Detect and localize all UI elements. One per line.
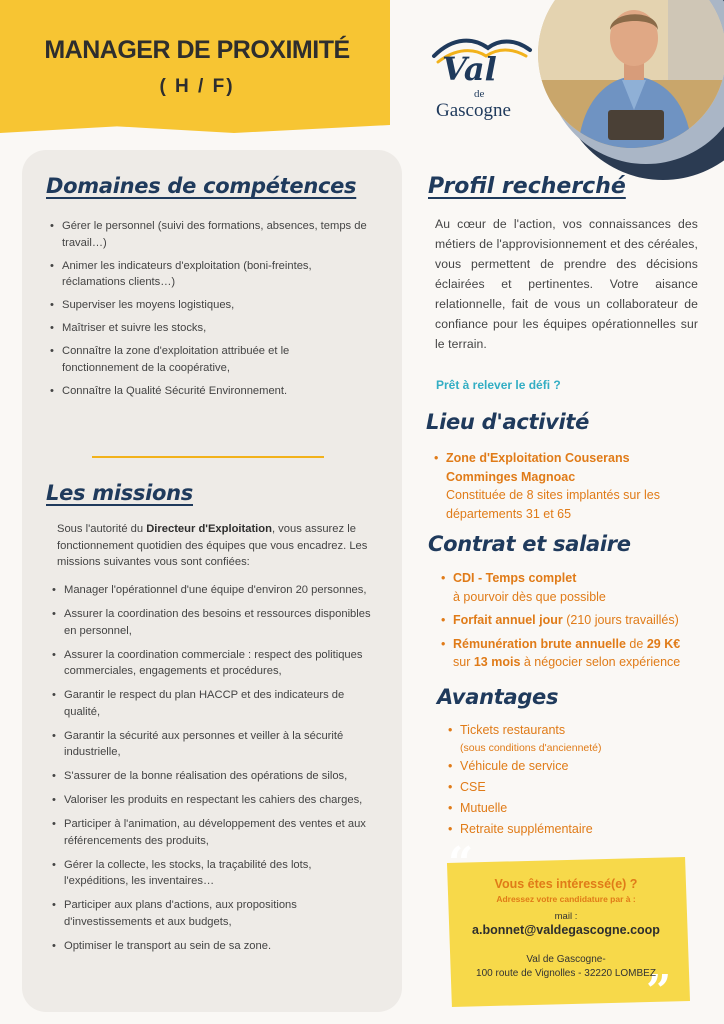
list-item: • Mutuelle — [448, 798, 698, 819]
job-subtitle: ( H / F) — [159, 76, 235, 97]
list-item: • Participer à l'animation, au développement des ventes et aux référencements des produits, — [52, 816, 378, 849]
contact-title: Vous êtes intéressé(e) ? — [494, 877, 638, 891]
avantages-heading: Avantages — [437, 685, 559, 709]
list-item: • Véhicule de service — [448, 756, 698, 777]
avantages-list — [448, 720, 698, 840]
contrat-amount: 29 K€ — [646, 636, 681, 651]
contrat-list — [441, 569, 711, 677]
header-banner — [0, 0, 390, 133]
missions-intro-start: Sous l'autorité du — [57, 523, 147, 535]
contact-organization: Val de Gascogne- — [526, 954, 606, 965]
list-item: • CSE — [448, 777, 698, 798]
contrat-months: 13 mois — [473, 655, 521, 669]
competences-heading: Domaines de compétences — [46, 174, 357, 198]
contrat-forfait-detail: (210 jours travaillés) — [562, 613, 679, 627]
contact-subtitle: Adressez votre candidature par à : — [496, 894, 636, 904]
list-item: • Superviser les moyens logistiques, — [50, 297, 368, 314]
logo-word-gascogne: Gascogne — [436, 100, 511, 121]
missions-intro — [57, 521, 382, 571]
list-item: • Animer les indicateurs d'exploitation (boni-freintes, réclamations clients…) — [50, 258, 368, 291]
profil-cta: Prêt à relever le défi ? — [436, 378, 561, 392]
list-item — [441, 569, 711, 606]
list-item — [441, 611, 711, 630]
list-item: • Assurer la coordination commerciale : respect des politiques commerciales, engagements et procédures, — [52, 647, 378, 680]
lieu-detail: Constituée de 8 sites implantés sur les départements 31 et 65 — [446, 488, 660, 521]
list-item: • Manager l'opérationnel d'une équipe d'environ 20 personnes, — [52, 582, 378, 599]
list-item: • Gérer la collecte, les stocks, la traçabilité des lots, l'expéditions, les inventaires… — [52, 857, 378, 890]
contact-mail-label: mail : — [554, 911, 578, 922]
lieu-zone: Zone d'Exploitation Couserans Comminges Magnoac — [446, 451, 630, 484]
list-item: • S'assurer de la bonne réalisation des opérations de silos, — [52, 768, 378, 785]
contrat-remuneration-mid: de — [625, 636, 647, 651]
missions-intro-bold: Directeur d'Exploitation — [146, 523, 272, 535]
list-item — [441, 635, 711, 672]
contrat-cdi-detail: à pourvoir dès que possible — [453, 589, 606, 604]
contrat-forfait: Forfait annuel jour — [453, 613, 563, 627]
logo-word-de: de — [474, 88, 485, 100]
list-item: • Garantir la sécurité aux personnes et veiller à la sécurité industrielle, — [52, 728, 378, 761]
section-divider — [92, 456, 324, 458]
contrat-line2-pre: sur — [453, 655, 474, 669]
contact-address: 100 route de Vignolles - 32220 LOMBEZ — [476, 968, 656, 979]
list-item: • Retraite supplémentaire — [448, 819, 698, 840]
logo-word-val: Val — [442, 50, 497, 88]
list-item: • Garantir le respect du plan HACCP et des indicateurs de qualité, — [52, 687, 378, 720]
contrat-remuneration: Rémunération brute annuelle — [453, 636, 626, 651]
contact-email-link[interactable]: a.bonnet@valdegascogne.coop — [472, 923, 660, 937]
open-quote-icon: “ — [448, 838, 474, 889]
missions-heading: Les missions — [46, 481, 193, 505]
list-item: • Participer aux plans d'actions, aux propositions d'investissements et aux budgets, — [52, 897, 378, 930]
list-item: • Connaître la Qualité Sécurité Environnement. — [50, 383, 368, 400]
missions-intro-end: , vous assurez le fonctionnement quotidien des équipes que vous encadrez. Les missions suivantes vous sont confiées: — [57, 523, 368, 568]
lieu-list — [434, 449, 696, 523]
job-title: MANAGER DE PROXIMITÉ — [44, 36, 350, 64]
profil-heading: Profil recherché — [428, 174, 626, 199]
list-item — [448, 720, 698, 756]
list-item: • Assurer la coordination des besoins et ressources disponibles en personnel, — [52, 606, 378, 639]
contrat-cdi: CDI - Temps complet — [453, 571, 577, 585]
list-item: • Maîtriser et suivre les stocks, — [50, 320, 368, 337]
avantage-tickets-note: (sous conditions d'ancienneté) — [460, 742, 602, 754]
avantage-tickets: Tickets restaurants — [460, 723, 566, 737]
contrat-line2-post: à négocier selon expérience — [520, 655, 681, 669]
list-item: • Gérer le personnel (suivi des formations, absences, temps de travail…) — [50, 218, 368, 251]
list-item: • Optimiser le transport au sein de sa zone. — [52, 938, 378, 955]
contrat-heading: Contrat et salaire — [428, 532, 631, 556]
lieu-heading: Lieu d'activité — [426, 410, 590, 434]
missions-list — [52, 582, 378, 962]
competences-list — [50, 218, 368, 406]
list-item — [434, 449, 696, 523]
profil-text: Au cœur de l'action, vos connaissances des métiers de l'approvisionnement et des céréales, vous permettent de prendre des décisions éclairées et pertinentes. Votre aisance relationnelle, fait de vous un collaborateur de confiance pour les équipes opérationnelles sur le terrain. — [435, 217, 698, 351]
list-item: • Valoriser les produits en respectant les cahiers des charges, — [52, 792, 378, 809]
list-item: • Connaître la zone d'exploitation attribuée et le fonctionnement de la coopérative, — [50, 343, 368, 376]
close-quote-icon: ” — [646, 966, 672, 1017]
